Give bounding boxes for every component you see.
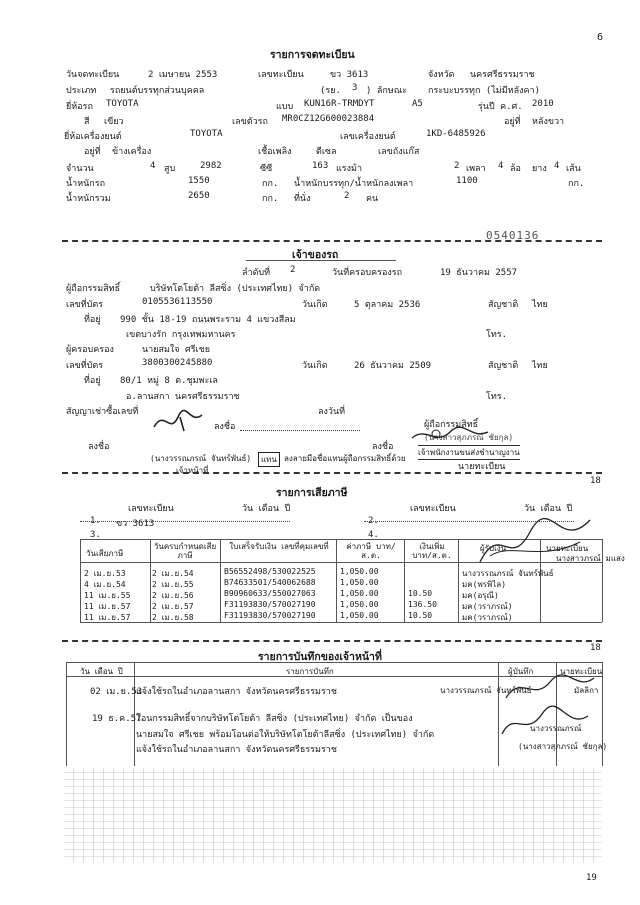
tax-title: รายการเสียภาษี	[276, 487, 348, 499]
registration-title: รายการจดทะเบียน	[270, 49, 355, 61]
tax-cell: 1,050.00	[340, 578, 379, 587]
divider	[336, 539, 337, 622]
tax-cell: 10.50	[408, 589, 433, 598]
tax-cell: B56552498/530022525	[224, 567, 316, 576]
record-text: โอนกรรมสิทธิ์จากบริษัทโตโยต้า ลีสซิ่ง (ประเทศไทย) จำกัด เป็นของ	[136, 714, 413, 724]
tax-cell: F31193830/570027190	[224, 600, 316, 609]
vehicle-character: กระบะบรรทุก (ไม่มีหลังคา)	[428, 86, 540, 96]
col-header: เงินเพิ่ม บาท/ส.ต.	[412, 542, 452, 560]
tax-cell: นางวรรณภรณ์ จันทร์พันธ์	[462, 569, 554, 578]
divider	[458, 539, 459, 622]
signature-owner	[150, 405, 230, 435]
owner-title: เจ้าของรถ	[292, 249, 339, 261]
engine-brand: TOYOTA	[190, 129, 223, 139]
province: นครศรีธรรมราช	[470, 70, 535, 80]
signature-record-2	[496, 702, 596, 742]
tax-cell: B74633501/540062688	[224, 578, 316, 587]
tax-cell: 1,050.00	[340, 611, 379, 620]
divider	[62, 240, 602, 242]
reg-number: ขว 3613	[330, 70, 369, 80]
tax-cell: 11 เม.ย.57	[84, 602, 131, 611]
tax-cell: 2 เม.ย.58	[152, 613, 194, 622]
col-header: ผู้รับเงิน	[480, 544, 507, 553]
page-number: 6	[597, 32, 604, 43]
col-header: ค่าภาษี บาท/ส.ต.	[346, 542, 396, 560]
col-header: วันครบกำหนดเสียภาษี	[153, 542, 217, 560]
divider	[80, 539, 81, 622]
tax-cell: 2 เม.ย.57	[152, 602, 194, 611]
col-header: ผู้บันทึก	[508, 667, 534, 676]
record-text: แจ้งใช้รถในอำเภอลานสกา จังหวัดนครศรีธรรมราช	[136, 687, 337, 697]
divider	[150, 539, 151, 622]
model-year: 2010	[532, 99, 554, 109]
owner-address: 990 ชั้น 18-19 ถนนพระราม 4 แขวงสีลม	[120, 315, 296, 325]
tax-cell: 136.50	[408, 600, 437, 609]
vehicle-type: รถยนต์บรรทุกส่วนบุคคล	[110, 86, 205, 96]
record-text: นายสมใจ ศรีเชย พร้อมโอนต่อให้บริษัทโตโยต้าลีสซิ่ง (ประเทศไทย) จำกัด	[136, 730, 435, 740]
tax-cell: มค(อรุณี)	[462, 591, 499, 600]
tax-cell: 2 เม.ย.55	[152, 580, 194, 589]
tax-cell: 11 เม.ย.57	[84, 613, 131, 622]
tax-cell: 11 เม.ย.55	[84, 591, 131, 600]
record-registrar: มัลลิกา	[574, 686, 599, 695]
stamp-note: แทน	[258, 452, 280, 467]
tax-cell: 2 เม.ย.54	[152, 569, 194, 578]
record-recorder: นางวรรณภรณ์ จันทร์พันธ์	[440, 686, 532, 695]
tax-cell: B90960633/550027063	[224, 589, 316, 598]
tax-cell: 2 เม.ย.53	[84, 569, 126, 578]
tax-cell: F31193830/570027190	[224, 611, 316, 620]
tax-reg-number: ขว 3613	[116, 519, 155, 529]
holder-name: นายสมใจ ศรีเชย	[142, 345, 210, 355]
col-header: นายทะเบียน	[560, 667, 603, 676]
model: KUN16R-TRMDYT	[304, 99, 375, 109]
col-header: ใบเสร็จรับเงิน เลขที่คุมเลขที่	[229, 542, 329, 551]
tax-cell: 1,050.00	[340, 589, 379, 598]
tax-cell: 4 เม.ย.54	[84, 580, 126, 589]
divider	[66, 662, 67, 766]
signature-tax	[470, 512, 600, 572]
vehicle-weight: 1550	[188, 176, 210, 186]
owner-id: 0105536113550	[142, 297, 213, 307]
owner-order: 2	[290, 265, 296, 275]
col-header: วันเสียภาษี	[86, 549, 124, 558]
form-serial: 0540136	[486, 229, 540, 242]
holder-address: 80/1 หมู่ 8 ต.ชุมพะเล	[120, 376, 218, 386]
record-date: 02 เม.ย.53	[90, 687, 143, 697]
copy-note: ลงลายมือชื่อแทนผู้ถือกรรมสิทธิ์ด้วย	[284, 454, 406, 463]
owner-name: บริษัทโตโยต้า ลีสซิ่ง (ประเทศไทย) จำกัด	[150, 284, 321, 294]
chassis-number: MR0CZ12G600023884	[282, 114, 375, 124]
divider	[80, 521, 290, 522]
divider	[246, 260, 396, 261]
tax-cell: 2 เม.ย.56	[152, 591, 194, 600]
tax-cell: 1,050.00	[340, 567, 379, 576]
divider	[404, 539, 405, 622]
record-text: แจ้งใช้รถในอำเภอลานสกา จังหวัดนครศรีธรรมราช	[136, 745, 337, 755]
reg-date: 2 เมษายน 2553	[148, 70, 218, 80]
load-weight: 1100	[456, 176, 478, 186]
col-header: วัน เดือน ปี	[80, 667, 123, 676]
void-area	[64, 768, 602, 863]
divider	[220, 539, 221, 622]
record-recorder: นางวรรณภรณ์	[530, 724, 582, 733]
record-date: 19 ธ.ค.57	[92, 714, 142, 724]
seats: 2	[344, 191, 350, 201]
registrar-label: นายทะเบียน	[458, 462, 506, 472]
record-registrar: (นางสาวสุภภรณ์ ชัยกุล)	[518, 742, 608, 751]
engine-number: 1KD-6485926	[426, 129, 486, 139]
divider	[62, 640, 602, 642]
possession-date: 19 ธันวาคม 2557	[440, 268, 518, 278]
total-weight: 2650	[188, 191, 210, 201]
tax-cell: มค(พรพิไล)	[462, 580, 507, 589]
tax-cell: มค(วราภรณ์)	[462, 613, 513, 622]
col-header: นายทะเบียน	[546, 544, 589, 553]
color: เขียว	[104, 117, 124, 127]
holder-id: 3800300245880	[142, 358, 213, 368]
divider	[240, 430, 360, 431]
tax-cell: 1,050.00	[340, 600, 379, 609]
records-title: รายการบันทึกของเจ้าหน้าที่	[258, 651, 382, 663]
divider	[66, 662, 602, 663]
divider	[62, 472, 602, 474]
col-header: รายการบันทึก	[286, 667, 334, 676]
tax-cell: มค(วราภรณ์)	[462, 602, 513, 611]
brand: TOYOTA	[106, 99, 139, 109]
tax-side-note: นางสาวภรณ์ มแสง	[556, 554, 625, 563]
fuel: ดีเซล	[316, 147, 337, 157]
tax-cell: 10.50	[408, 611, 433, 620]
page-number-bottom: 19	[586, 873, 597, 883]
